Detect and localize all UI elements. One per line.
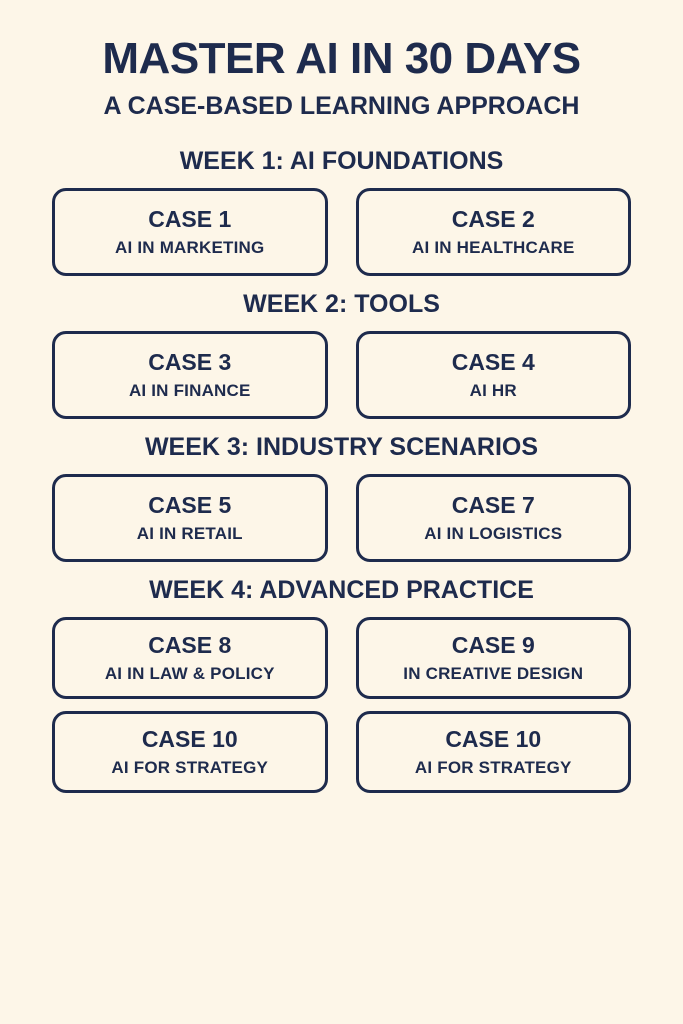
case-card[interactable] xyxy=(52,474,328,562)
case-card-title: CASE 9 xyxy=(451,631,535,658)
page-title: MASTER AI IN 30 DAYS xyxy=(102,34,581,83)
section-heading: WEEK 2: TOOLS xyxy=(243,290,440,319)
case-card-subtitle: AI IN MARKETING xyxy=(115,237,265,257)
case-card[interactable] xyxy=(52,188,328,276)
page-subtitle: A CASE-BASED LEARNING APPROACH xyxy=(103,92,580,121)
case-card-title: CASE 3 xyxy=(148,348,232,375)
section-week-2 xyxy=(52,290,631,419)
case-card-subtitle: AI IN HEALTHCARE xyxy=(412,237,575,257)
case-card-title: CASE 2 xyxy=(451,205,535,232)
case-card-subtitle: AI HR xyxy=(469,380,517,400)
case-card[interactable] xyxy=(356,474,632,562)
sections-list xyxy=(52,147,631,807)
section-heading: WEEK 1: AI FOUNDATIONS xyxy=(179,147,504,176)
case-card[interactable] xyxy=(52,617,328,699)
card-grid xyxy=(52,617,631,793)
section-heading: WEEK 3: INDUSTRY SCENARIOS xyxy=(144,433,539,462)
case-card-title: CASE 7 xyxy=(451,491,535,518)
section-week-4 xyxy=(52,576,631,793)
case-card-title: CASE 8 xyxy=(148,631,232,658)
case-card-title: CASE 1 xyxy=(148,205,232,232)
case-card-subtitle: IN CREATIVE DESIGN xyxy=(403,663,584,683)
case-card-subtitle: AI IN RETAIL xyxy=(136,523,243,543)
case-card-title: CASE 4 xyxy=(451,348,535,375)
case-card-subtitle: AI IN FINANCE xyxy=(128,380,251,400)
card-grid xyxy=(52,474,631,562)
case-card[interactable] xyxy=(52,331,328,419)
case-card[interactable] xyxy=(356,188,632,276)
case-card-title: CASE 10 xyxy=(141,725,238,752)
case-card[interactable] xyxy=(356,617,632,699)
section-heading: WEEK 4: ADVANCED PRACTICE xyxy=(149,576,534,605)
case-card[interactable] xyxy=(356,711,632,793)
card-grid xyxy=(52,188,631,276)
section-week-1 xyxy=(52,147,631,276)
case-card[interactable] xyxy=(52,711,328,793)
case-card-subtitle: AI IN LOGISTICS xyxy=(424,523,563,543)
case-card-subtitle: AI FOR STRATEGY xyxy=(111,757,269,777)
section-week-3 xyxy=(52,433,631,562)
case-card-subtitle: AI FOR STRATEGY xyxy=(414,757,572,777)
case-card-title: CASE 10 xyxy=(445,725,542,752)
card-grid xyxy=(52,331,631,419)
case-card-title: CASE 5 xyxy=(148,491,232,518)
case-card[interactable] xyxy=(356,331,632,419)
case-card-subtitle: AI IN LAW & POLICY xyxy=(104,663,275,683)
